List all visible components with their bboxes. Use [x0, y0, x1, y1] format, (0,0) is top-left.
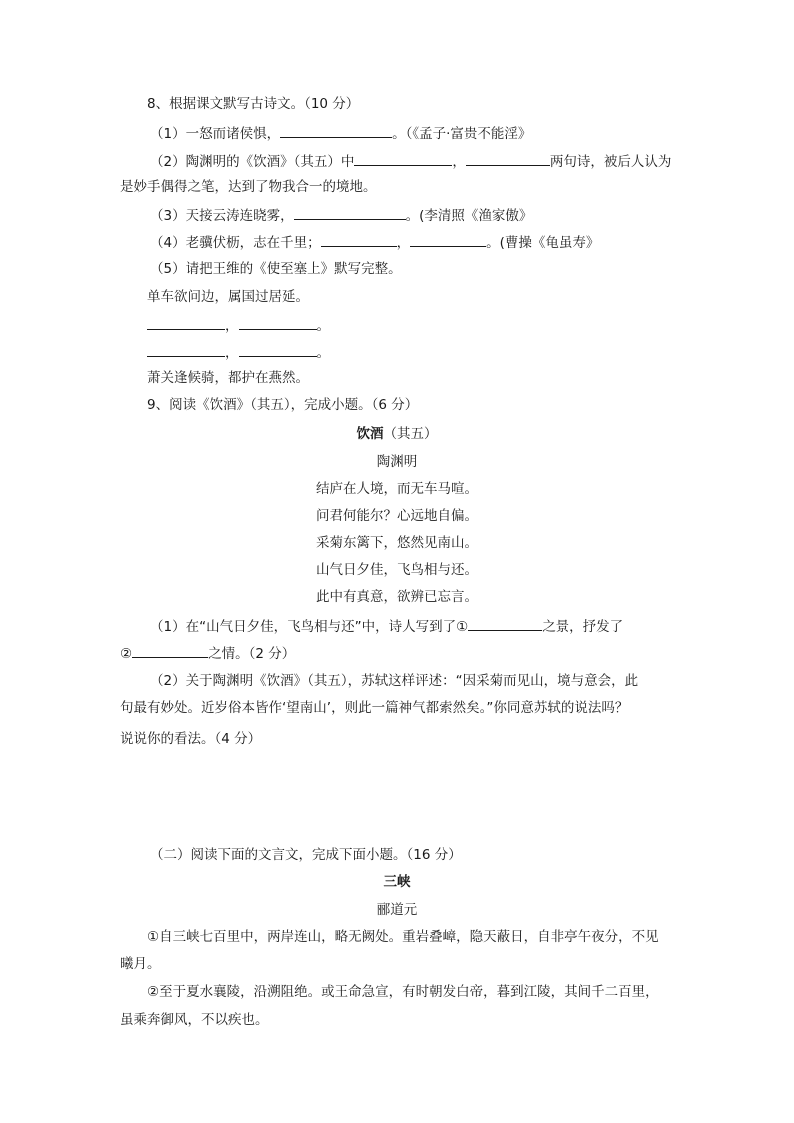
passage-author: 郦道元 — [376, 902, 418, 918]
comma: ， — [225, 345, 239, 361]
q9-sub2-line1: （2）关于陶渊明《饮酒》（其五），苏轼这样评述：“因采菊而见山，境与意会，此 — [150, 673, 639, 689]
q8-item3-source: 。(李清照《渔家傲》 — [405, 208, 533, 224]
q8-item5: （5）请把王维的《使至塞上》默写完整。 — [150, 261, 402, 277]
q9-sub2-line3: 说说你的看法。（4 分） — [120, 731, 262, 747]
q9-header: 9、阅读《饮酒》（其五），完成小题。（6 分） — [147, 397, 419, 413]
answer-blank[interactable] — [147, 315, 225, 330]
q8-item2-prefix: （2）陶渊明的《饮酒》（其五）中 — [150, 154, 355, 170]
passage-paragraph-1-cont: 曦月。 — [120, 956, 161, 972]
answer-blank[interactable] — [132, 643, 208, 658]
poem-line-1: 单车欲问边，属国过居延。 — [147, 289, 309, 305]
answer-blank[interactable] — [354, 151, 452, 166]
poem-author: 陶渊明 — [376, 454, 418, 470]
answer-blank[interactable] — [294, 205, 406, 220]
q9-sub1-prefix: （1）在“山气日夕佳，飞鸟相与还”中，诗人写到了① — [150, 619, 469, 635]
section2-header: （二）阅读下面的文言文，完成下面小题。（16 分） — [150, 847, 462, 863]
q8-item4-prefix: （4）老骥伏枥，志在千里； — [150, 235, 321, 251]
poem-verse: 采菊东篱下，悠然见南山。 — [316, 535, 478, 551]
q8-item2 — [150, 151, 671, 171]
poem-title-main: 饮酒 — [356, 426, 384, 442]
comma: ， — [225, 318, 239, 334]
q8-item2-suffix: 两句诗，被后人认为 — [549, 154, 672, 170]
answer-blank[interactable] — [321, 232, 397, 247]
q9-sub1-suffix: 之景，抒发了 — [542, 619, 624, 635]
passage-paragraph-2-cont: 虽乘奔御风，不以疾也。 — [120, 1012, 269, 1028]
q8-item1-source: 。（《孟子·富贵不能淫》 — [392, 126, 532, 142]
passage-paragraph-2: ②至于夏水襄陵，沿溯阻绝。或王命急宣，有时朝发白帝，暮到江陵，其间千二百里， — [147, 984, 659, 1000]
period: 。 — [316, 345, 330, 361]
poem-verse: 问君何能尔？心远地自偏。 — [316, 508, 478, 524]
q9-sub1-line2 — [120, 643, 295, 663]
q8-header: 8、根据课文默写古诗文。（10 分） — [147, 96, 360, 112]
q9-sub1-line2-suffix: 之情。（2 分） — [208, 646, 296, 662]
poem-blank-line-3 — [147, 342, 330, 362]
poem-last-line: 萧关逢候骑，都护在燕然。 — [147, 370, 309, 386]
q9-sub2-line2: 句最有妙处。近岁俗本皆作‘望南山’，则此一篇神气都索然矣。”你同意苏轼的说法吗？ — [120, 700, 629, 716]
q8-item2-separator: ， — [452, 154, 466, 170]
answer-blank[interactable] — [239, 342, 317, 357]
q8-item3 — [150, 205, 532, 225]
answer-blank[interactable] — [280, 123, 392, 138]
answer-blank[interactable] — [239, 315, 317, 330]
answer-blank[interactable] — [410, 232, 486, 247]
q9-sub1-marker: ② — [120, 646, 133, 662]
answer-blank[interactable] — [466, 151, 550, 166]
poem-verse: 结庐在人境，而无车马喧。 — [316, 481, 478, 497]
poem-verse: 山气日夕佳，飞鸟相与还。 — [316, 562, 478, 578]
poem-title — [0, 425, 794, 443]
answer-blank[interactable] — [147, 342, 225, 357]
passage-title: 三峡 — [383, 874, 411, 890]
poem-verse: 此中有真意，欲辨已忘言。 — [316, 589, 478, 605]
poem-title-sub: （其五） — [383, 426, 438, 442]
q8-item3-prefix: （3）天接云涛连晓雾， — [150, 208, 294, 224]
q9-sub1 — [150, 616, 623, 636]
q8-item1-prefix: （1）一怒而诸侯惧， — [150, 126, 281, 142]
q8-item2-line2: 是妙手偶得之笔，达到了物我合一的境地。 — [120, 179, 377, 195]
answer-blank[interactable] — [468, 616, 542, 631]
q8-item4-separator: ， — [396, 235, 411, 251]
period: 。 — [316, 318, 330, 334]
q8-item1 — [150, 123, 531, 143]
passage-paragraph-1: ①自三峡七百里中，两岸连山，略无阙处。重岩叠嶂，隐天蔽日，自非亭午夜分，不见 — [147, 929, 659, 945]
q8-item4-source: 。(曹操《龟虽寿》 — [486, 235, 600, 251]
q8-item4 — [150, 232, 599, 252]
poem-blank-line-2 — [147, 315, 330, 335]
